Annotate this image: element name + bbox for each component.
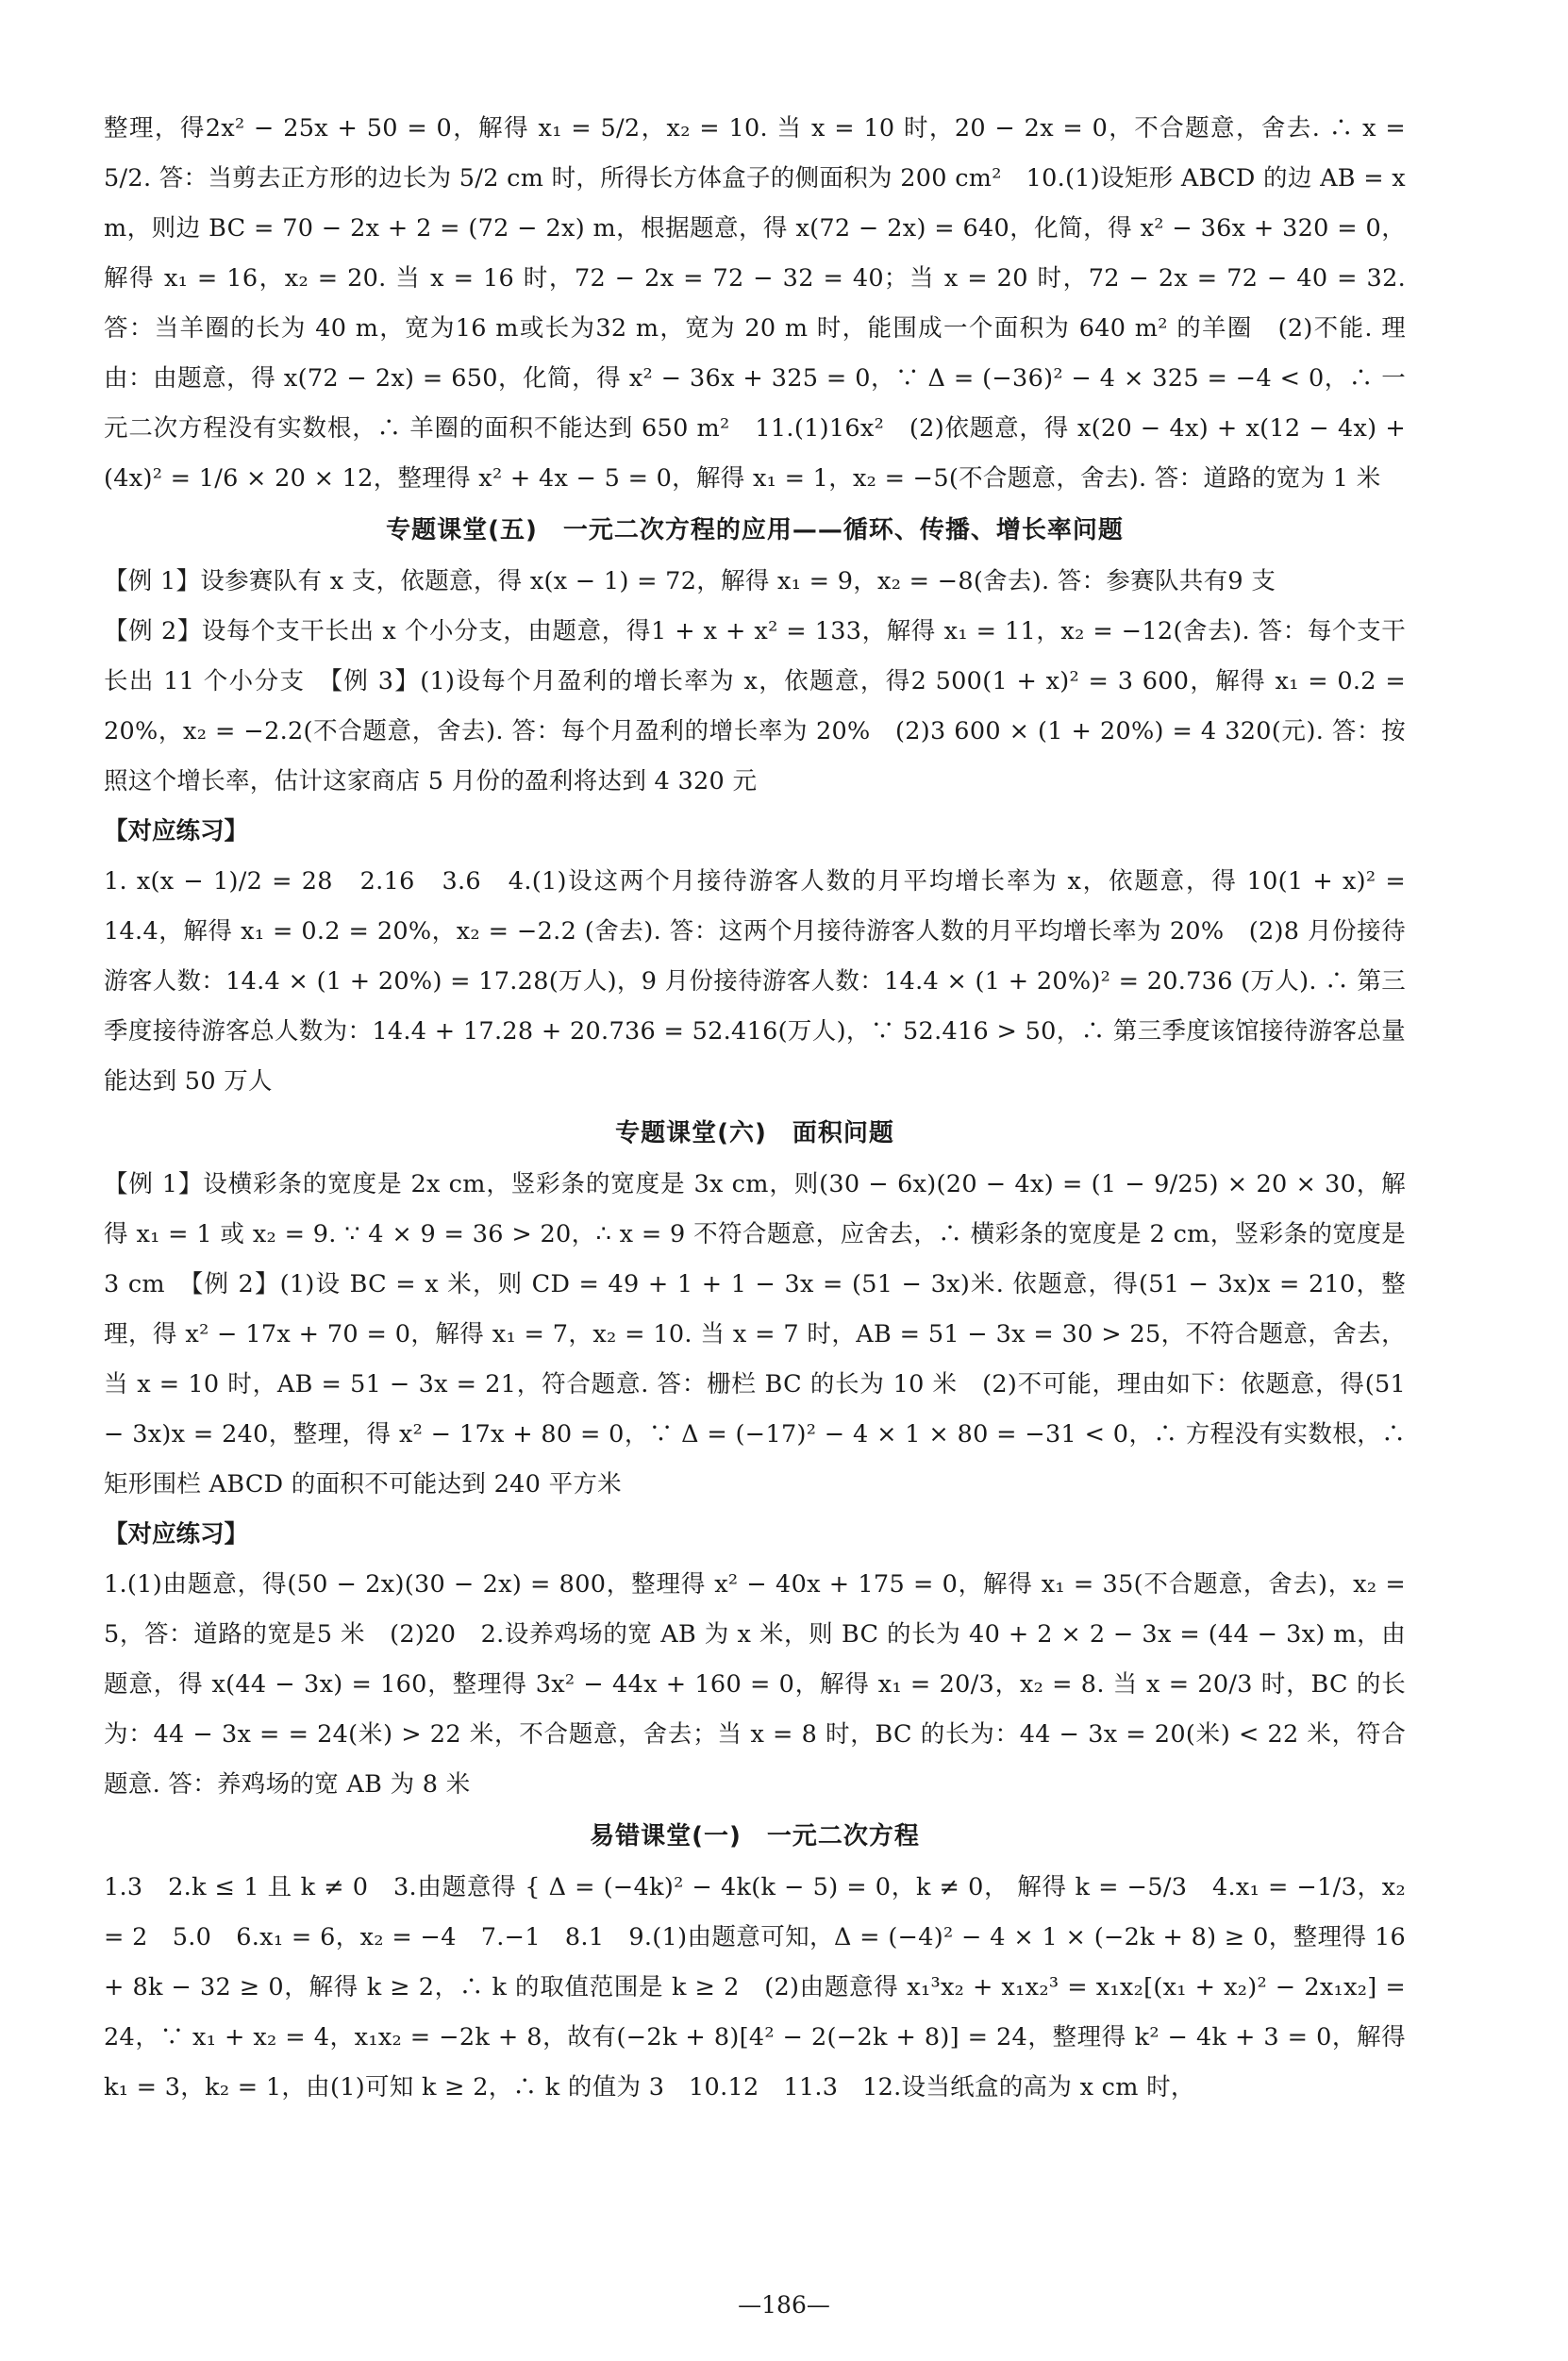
example-1-5: 【例 1】设参赛队有 x 支，依题意，得 x(x − 1) = 72，解得 x₁ = 9，x₂ = −8(舍去). 答：参赛队共有9 支 [104, 567, 1276, 595]
page-number: —186— [738, 2291, 830, 2319]
example-2-3-5: 【例 2】设每个支干长出 x 个小分支，由题意，得1 + x + x² = 133，解得 x₁ = 11，x₂ = −12(舍去). 答：每个支干长出 11 个小分支 【例 3】(1)设每个月盈利的增长率为 x，依题意，得2 500(1 + x)² = 3 600，解得 x₁ = 0.2 = 20%，x₂ = −2.2(不合题意，舍去). 答：每个月盈利的增长率为 20% (2)3 600 × (1 + 20%) = 4 320(元). 答：按照这个增长率，估计这家商店 5 月份的盈利将达到 4 320 元 [104, 617, 1406, 795]
practice-label-5: 【对应练习】 [104, 817, 249, 846]
answers-easy-1: 1.3 2.k ≤ 1 且 k ≠ 0 3.由题意得 { Δ = (−4k)² − 4k(k − 5) = 0，k ≠ 0， 解得 k = −5/3 4.x₁ = −1/3，x₂ = 2 5.0 6.x₁ = 6，x₂ = −4 7.−1 8.1 9.(1)由题意可知，Δ = (−4)² − 4 × 1 × (−2k + 8) ≥ 0，整理得 16 + 8k − 32 ≥ 0，解得 k ≥ 2，∴ k 的取值范围是 k ≥ 2 (2)由题意得 x₁³x₂ + x₁x₂³ = x₁x₂[(x₁ + x₂)² − 2x₁x₂] = 24，∵ x₁ + x₂ = 4，x₁x₂ = −2k + 8，故有(−2k + 8)[4² − 2(−2k + 8)] = 24，整理得 k² − 4k + 3 = 0，解得 k₁ = 3，k₂ = 1，由(1)可知 k ≥ 2，∴ k 的值为 3 10.12 11.3 12.设当纸盒的高为 x cm 时， [104, 1873, 1406, 2101]
section-heading-easy-1: 易错课堂(一) 一元二次方程 [590, 1822, 920, 1850]
practice-6: 1.(1)由题意，得(50 − 2x)(30 − 2x) = 800，整理得 x² − 40x + 175 = 0，解得 x₁ = 35(不合题意，舍去)，x₂ = 5，答：道路的宽是5 米 (2)20 2.设养鸡场的宽 AB 为 x 米，则 BC 的长为 40 + 2 × 2 − 3x = (44 − 3x) m，由题意，得 x(44 − 3x) = 160，整理得 3x² − 44x + 160 = 0，解得 x₁ = 20/3，x₂ = 8. 当 x = 20/3 时，BC 的长为：44 − 3x = = 24(米) > 22 米，不合题意，舍去；当 x = 8 时，BC 的长为：44 − 3x = 20(米) < 22 米，符合题意. 答：养鸡场的宽 AB 为 8 米 [104, 1570, 1406, 1799]
practice-5: 1. x(x − 1)/2 = 28 2.16 3.6 4.(1)设这两个月接待游客人数的月平均增长率为 x，依题意，得 10(1 + x)² = 14.4，解得 x₁ = 0.2 = 20%，x₂ = −2.2 (舍去). 答：这两个月接待游客人数的月平均增长率为 20% (2)8 月份接待游客人数：14.4 × (1 + 20%) = 17.28(万人)，9 月份接待游客人数：14.4 × (1 + 20%)² = 20.736 (万人). ∴ 第三季度接待游客总人数为：14.4 + 17.28 + 20.736 = 52.416(万人)，∵ 52.416 > 50，∴ 第三季度该馆接待游客总量能达到 50 万人 [104, 867, 1406, 1096]
section-heading-6: 专题课堂(六) 面积问题 [615, 1119, 894, 1147]
examples-6: 【例 1】设横彩条的宽度是 2x cm，竖彩条的宽度是 3x cm，则(30 − 6x)(20 − 4x) = (1 − 9/25) × 20 × 30，解得 x₁ = 1 或 x₂ = 9. ∵ 4 × 9 = 36 > 20，∴ x = 9 不符合题意，应舍去，∴ 横彩条的宽度是 2 cm，竖彩条的宽度是 3 cm 【例 2】(1)设 BC = x 米，则 CD = 49 + 1 + 1 − 3x = (51 − 3x)米. 依题意，得(51 − 3x)x = 210，整理，得 x² − 17x + 70 = 0，解得 x₁ = 7，x₂ = 10. 当 x = 7 时，AB = 51 − 3x = 30 > 25，不符合题意，舍去，当 x = 10 时，AB = 51 − 3x = 21，符合题意. 答：栅栏 BC 的长为 10 米 (2)不可能，理由如下：依题意，得(51 − 3x)x = 240，整理，得 x² − 17x + 80 = 0，∵ Δ = (−17)² − 4 × 1 × 80 = −31 < 0，∴ 方程没有实数根，∴ 矩形围栏 ABCD 的面积不可能达到 240 平方米 [104, 1170, 1406, 1499]
continued-answer-9: 整理，得2x² − 25x + 50 = 0，解得 x₁ = 5/2，x₂ = 10. 当 x = 10 时，20 − 2x = 0，不合题意，舍去. ∴ x = 5/2. 答：当剪去正方形的边长为 5/2 cm 时，所得长方体盒子的侧面积为 200 cm² 10.(1)设矩形 ABCD 的边 AB = x m，则边 BC = 70 − 2x + 2 = (72 − 2x) m，根据题意，得 x(72 − 2x) = 640，化简，得 x² − 36x + 320 = 0，解得 x₁ = 16，x₂ = 20. 当 x = 16 时，72 − 2x = 72 − 32 = 40；当 x = 20 时，72 − 2x = 72 − 40 = 32. 答：当羊圈的长为 40 m，宽为16 m或长为32 m，宽为 20 m 时，能围成一个面积为 640 m² 的羊圈 (2)不能. 理由：由题意，得 x(72 − 2x) = 650，化简，得 x² − 36x + 325 = 0，∵ Δ = (−36)² − 4 × 325 = −4 < 0，∴ 一元二次方程没有实数根，∴ 羊圈的面积不能达到 650 m² 11.(1)16x² (2)依题意，得 x(20 − 4x) + x(12 − 4x) + (4x)² = 1/6 × 20 × 12，整理得 x² + 4x − 5 = 0，解得 x₁ = 1，x₂ = −5(不合题意，舍去). 答：道路的宽为 1 米 [104, 114, 1406, 493]
section-heading-5: 专题课堂(五) 一元二次方程的应用——循环、传播、增长率问题 [386, 516, 1124, 544]
practice-label-6: 【对应练习】 [104, 1520, 249, 1549]
